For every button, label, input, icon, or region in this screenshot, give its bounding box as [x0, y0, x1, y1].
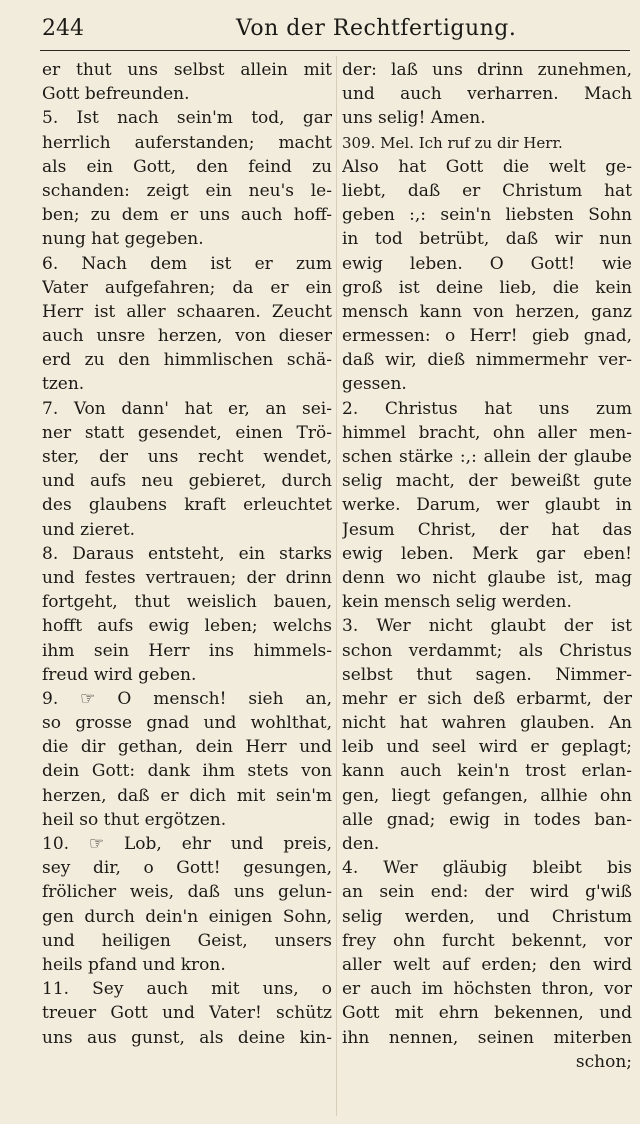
column-gutter: [336, 56, 337, 1116]
text-line: die dir gethan, dein Herr und: [42, 737, 332, 758]
text-line: liebt, daß er Christum hat: [342, 180, 632, 201]
text-line: hofft aufs ewig leben; welchs: [42, 616, 332, 637]
page-number: 244: [42, 16, 84, 41]
text-line: ner statt gesendet, einen Trö-: [42, 422, 332, 443]
text-line: Vater aufgefahren; da er ein: [42, 277, 332, 298]
text-line: kann auch kein'n trost erlan-: [342, 761, 632, 782]
text-line: gessen.: [342, 374, 407, 395]
text-line: herrlich auferstanden; macht: [42, 132, 332, 153]
text-line: selbst thut sagen. Nimmer-: [342, 664, 632, 685]
text-line: Also hat Gott die welt ge-: [342, 156, 632, 177]
text-line: herzen, daß er dich mit sein'm: [42, 785, 332, 806]
text-line: erd zu den himmlischen schä-: [42, 350, 332, 371]
text-line: alle gnad; ewig in todes ban-: [342, 809, 632, 830]
text-line: 9. ☞ O mensch! sieh an,: [42, 688, 332, 709]
text-line: 309. Mel. Ich ruf zu dir Herr.: [342, 133, 563, 152]
text-line: ermessen: o Herr! gieb gnad,: [342, 326, 632, 347]
text-line: 11. Sey auch mit uns, o: [42, 979, 332, 1000]
text-line: uns selig! Amen.: [342, 108, 486, 129]
text-line: selig macht, der beweißt gute: [342, 471, 632, 492]
text-line: Gott befreunden.: [42, 84, 190, 105]
text-line: treuer Gott und Vater! schütz: [42, 1003, 332, 1024]
text-line: frey ohn furcht bekennt, vor: [342, 930, 632, 951]
text-line: ewig leben. O Gott! wie: [342, 253, 632, 274]
text-line: uns aus gunst, als deine kin-: [42, 1027, 332, 1048]
text-line: 5. Ist nach sein'm tod, gar: [42, 108, 332, 129]
text-line: gen durch dein'n einigen Sohn,: [42, 906, 332, 927]
text-line: und heiligen Geist, unsers: [42, 930, 332, 951]
text-line: so grosse gnad und wohlthat,: [42, 713, 332, 734]
text-line: 4. Wer gläubig bleibt bis: [342, 858, 632, 879]
text-line: sey dir, o Gott! gesungen,: [42, 858, 332, 879]
text-line: dein Gott: dank ihm stets von: [42, 761, 332, 782]
text-line: der: laß uns drinn zunehmen,: [342, 60, 632, 80]
text-line: gen, liegt gefangen, allhie ohn: [342, 785, 632, 806]
text-line: des glaubens kraft erleuchtet: [42, 495, 332, 516]
text-line: frölicher weis, daß uns gelun-: [42, 882, 332, 903]
text-line: werke. Darum, wer glaubt in: [342, 495, 632, 516]
text-line: daß wir, dieß nimmermehr ver-: [342, 350, 632, 371]
text-line: und zieret.: [42, 519, 136, 540]
text-line: denn wo nicht glaube ist, mag: [342, 567, 632, 588]
header-rule: [40, 50, 630, 51]
text-line: nicht hat wahren glauben. An: [342, 713, 632, 734]
text-line: 7. Von dann' hat er, an sei-: [42, 398, 332, 419]
text-line: selig werden, und Christum: [342, 906, 632, 927]
text-line: ihn nennen, seinen miterben: [342, 1027, 632, 1048]
text-line: 2. Christus hat uns zum: [342, 398, 632, 419]
text-line: schanden: zeigt ein neu's le-: [42, 180, 332, 201]
right-column: [342, 58, 632, 1074]
text-line: himmel bracht, ohn aller men-: [342, 422, 632, 443]
text-line: ihm sein Herr ins himmels-: [42, 640, 332, 661]
text-line: schon verdammt; als Christus: [342, 640, 632, 661]
text-line: ster, der uns recht wendet,: [42, 447, 332, 467]
text-line: ewig leben. Merk gar eben!: [342, 543, 632, 564]
text-line: Herr ist aller schaaren. Zeucht: [42, 301, 332, 322]
text-line: 10. ☞ Lob, ehr und preis,: [42, 834, 332, 854]
text-line: ben; zu dem er uns auch hoff-: [42, 205, 332, 226]
text-line: in tod betrübt, daß wir nun: [342, 229, 632, 250]
text-line: und aufs neu gebieret, durch: [42, 471, 332, 492]
text-line: als ein Gott, den feind zu: [42, 156, 332, 177]
page-header: [0, 0, 640, 54]
text-line: schen stärke :,: allein der glaube: [342, 447, 632, 467]
text-line: den.: [342, 834, 380, 854]
text-line: aller welt auf erden; den wird: [342, 954, 632, 975]
text-line: 6. Nach dem ist er zum: [42, 253, 332, 274]
running-title: Von der Rechtfertigung.: [236, 16, 517, 41]
text-line: freud wird geben.: [42, 664, 197, 685]
text-line: heil so thut ergötzen.: [42, 809, 227, 830]
text-line: 8. Daraus entsteht, ein starks: [42, 543, 332, 564]
text-line: 3. Wer nicht glaubt der ist: [342, 616, 632, 637]
left-column: [42, 58, 332, 1050]
text-line: er thut uns selbst allein mit: [42, 60, 332, 80]
text-line: mensch kann von herzen, ganz: [342, 301, 632, 322]
text-line: Jesum Christ, der hat das: [342, 519, 632, 540]
text-line: mehr er sich deß erbarmt, der: [342, 688, 632, 709]
text-line: geben :,: sein'n liebsten Sohn: [342, 205, 632, 226]
text-line: nung hat gegeben.: [42, 229, 204, 250]
text-line: an sein end: der wird g'wiß: [342, 882, 632, 903]
text-line: kein mensch selig werden.: [342, 592, 572, 613]
text-line: er auch im höchsten thron, vor: [342, 979, 632, 1000]
text-line: auch unsre herzen, von dieser: [42, 326, 332, 347]
text-line: leib und seel wird er geplagt;: [342, 737, 632, 758]
text-line: Gott mit ehrn bekennen, und: [342, 1003, 632, 1024]
text-line: schon;: [575, 1051, 632, 1072]
text-line: und festes vertrauen; der drinn: [42, 567, 332, 588]
text-line: und auch verharren. Mach: [342, 84, 632, 105]
text-line: groß ist deine lieb, die kein: [342, 277, 632, 298]
text-line: fortgeht, thut weislich bauen,: [42, 592, 332, 613]
text-line: heils pfand und kron.: [42, 954, 226, 975]
text-line: tzen.: [42, 374, 85, 395]
